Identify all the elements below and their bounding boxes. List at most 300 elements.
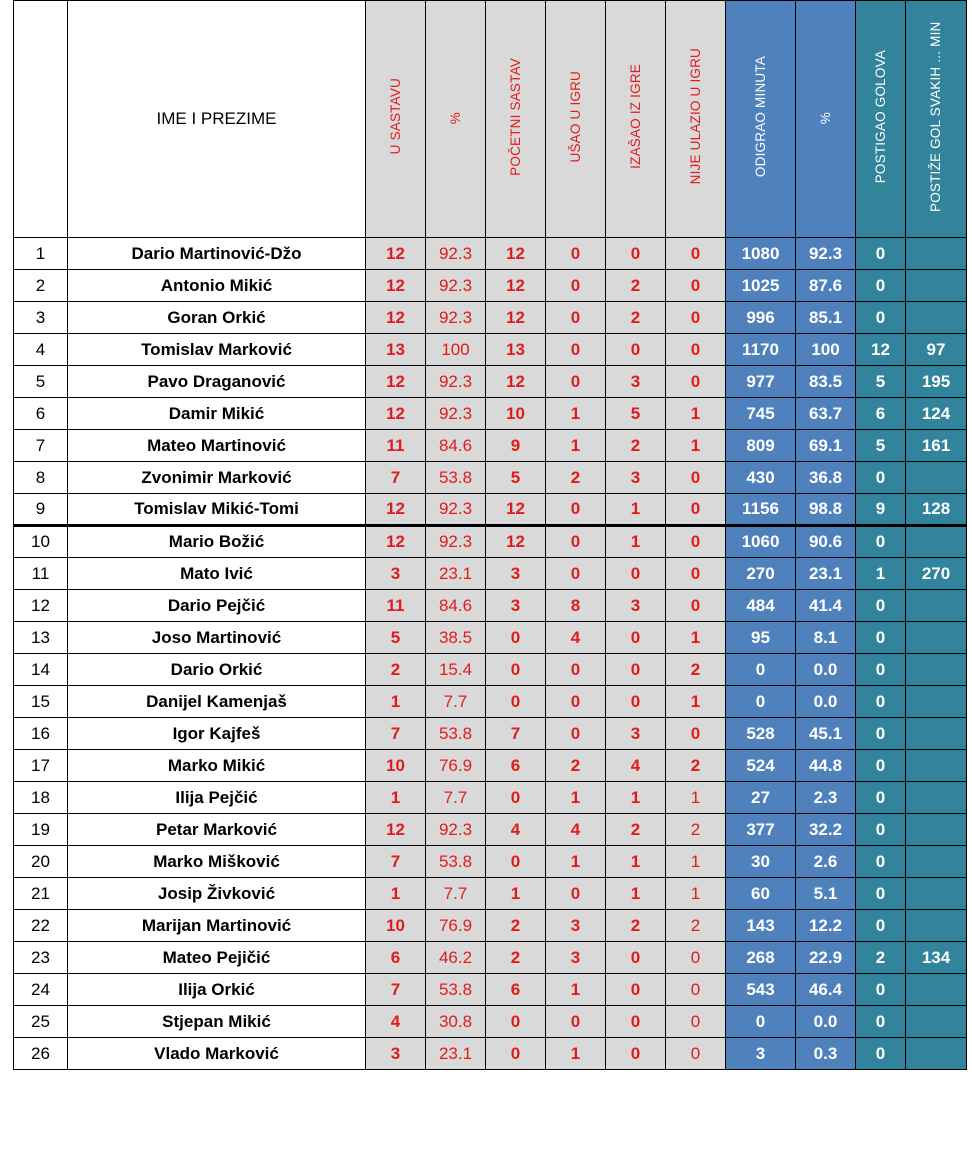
svakih-min-value: 161 [906,430,967,462]
u-sastavu-value: 1 [366,686,426,718]
row-number: 13 [14,622,68,654]
golova-value: 0 [856,686,906,718]
row-number: 11 [14,558,68,590]
pocetni-sastav-value: 12 [486,494,546,526]
nije-ulazio-value: 0 [666,526,726,558]
nije-ulazio-value: 1 [666,622,726,654]
minuta-percent-value: 87.6 [796,270,856,302]
table-row [14,814,967,846]
row-number: 25 [14,1006,68,1038]
sastav-percent-value: 53.8 [426,718,486,750]
player-name: Mario Božić [68,526,366,558]
row-number: 7 [14,430,68,462]
u-sastavu-value: 12 [366,494,426,526]
usao-value: 0 [546,302,606,334]
nije-ulazio-value: 1 [666,398,726,430]
nije-ulazio-value: 0 [666,238,726,270]
svakih-min-value [906,526,967,558]
golova-value: 0 [856,814,906,846]
nije-ulazio-value: 0 [666,1006,726,1038]
player-name: Josip Živković [68,878,366,910]
table-row [14,878,967,910]
izasao-value: 1 [606,846,666,878]
minuta-percent-value: 5.1 [796,878,856,910]
izasao-value: 2 [606,302,666,334]
u-sastavu-value: 5 [366,622,426,654]
izasao-value: 1 [606,494,666,526]
table-row [14,750,967,782]
izasao-value: 3 [606,366,666,398]
izasao-value: 1 [606,526,666,558]
table-row [14,526,967,558]
usao-value: 1 [546,846,606,878]
row-number: 2 [14,270,68,302]
usao-value: 1 [546,1038,606,1070]
row-number: 1 [14,238,68,270]
u-sastavu-value: 12 [366,814,426,846]
svakih-min-value [906,302,967,334]
minuta-percent-value: 44.8 [796,750,856,782]
sastav-percent-value: 92.3 [426,302,486,334]
table-row [14,974,967,1006]
svakih-min-value [906,1038,967,1070]
usao-value: 0 [546,366,606,398]
nije-ulazio-value: 1 [666,430,726,462]
pocetni-sastav-value: 10 [486,398,546,430]
golova-value: 0 [856,622,906,654]
minuta-value: 977 [726,366,796,398]
u-sastavu-value: 11 [366,590,426,622]
player-name: Zvonimir Marković [68,462,366,494]
golova-value: 5 [856,366,906,398]
row-number: 3 [14,302,68,334]
svakih-min-value [906,654,967,686]
table-row [14,1038,967,1070]
golova-value: 0 [856,654,906,686]
table-row [14,238,967,270]
header-izasao-iz-igre: IZAŠAO IZ IGRE [606,1,666,238]
row-number: 16 [14,718,68,750]
svakih-min-value: 270 [906,558,967,590]
sastav-percent-value: 46.2 [426,942,486,974]
minuta-value: 270 [726,558,796,590]
minuta-percent-value: 100 [796,334,856,366]
usao-value: 0 [546,526,606,558]
header-minuta-percent: % [796,1,856,238]
minuta-value: 543 [726,974,796,1006]
sastav-percent-value: 84.6 [426,590,486,622]
u-sastavu-value: 7 [366,846,426,878]
sastav-percent-value: 15.4 [426,654,486,686]
table-row [14,910,967,942]
player-stats-table [13,0,967,1070]
svakih-min-value [906,782,967,814]
u-sastavu-value: 12 [366,526,426,558]
table-row [14,686,967,718]
golova-value: 0 [856,782,906,814]
u-sastavu-value: 7 [366,974,426,1006]
izasao-value: 2 [606,270,666,302]
header-number [14,1,68,238]
minuta-value: 0 [726,1006,796,1038]
u-sastavu-value: 3 [366,1038,426,1070]
minuta-percent-value: 85.1 [796,302,856,334]
usao-value: 0 [546,878,606,910]
sastav-percent-value: 53.8 [426,462,486,494]
minuta-value: 1080 [726,238,796,270]
svakih-min-value [906,686,967,718]
pocetni-sastav-value: 12 [486,302,546,334]
minuta-percent-value: 92.3 [796,238,856,270]
minuta-percent-value: 2.3 [796,782,856,814]
usao-value: 3 [546,910,606,942]
table-row [14,302,967,334]
u-sastavu-value: 12 [366,302,426,334]
minuta-percent-value: 32.2 [796,814,856,846]
usao-value: 1 [546,398,606,430]
row-number: 8 [14,462,68,494]
sastav-percent-value: 76.9 [426,750,486,782]
row-number: 10 [14,526,68,558]
nije-ulazio-value: 0 [666,942,726,974]
row-number: 22 [14,910,68,942]
header-usao-u-igru: UŠAO U IGRU [546,1,606,238]
svakih-min-value [906,590,967,622]
minuta-value: 1156 [726,494,796,526]
player-name: Pavo Draganović [68,366,366,398]
usao-value: 0 [546,1006,606,1038]
table-row [14,334,967,366]
header-name: IME I PREZIME [68,1,366,238]
nije-ulazio-value: 0 [666,1038,726,1070]
player-name: Igor Kajfeš [68,718,366,750]
sastav-percent-value: 23.1 [426,1038,486,1070]
izasao-value: 2 [606,814,666,846]
izasao-value: 5 [606,398,666,430]
player-name: Mateo Pejičić [68,942,366,974]
svakih-min-value: 124 [906,398,967,430]
usao-value: 0 [546,270,606,302]
row-number: 19 [14,814,68,846]
sastav-percent-value: 53.8 [426,846,486,878]
sastav-percent-value: 7.7 [426,878,486,910]
minuta-value: 0 [726,686,796,718]
nije-ulazio-value: 0 [666,270,726,302]
izasao-value: 4 [606,750,666,782]
header-u-sastavu: U SASTAVU [366,1,426,238]
izasao-value: 0 [606,238,666,270]
izasao-value: 2 [606,910,666,942]
minuta-percent-value: 98.8 [796,494,856,526]
u-sastavu-value: 10 [366,910,426,942]
u-sastavu-value: 7 [366,462,426,494]
usao-value: 1 [546,430,606,462]
header-row [14,1,967,238]
nije-ulazio-value: 0 [666,718,726,750]
minuta-value: 996 [726,302,796,334]
player-name: Petar Marković [68,814,366,846]
minuta-value: 268 [726,942,796,974]
minuta-percent-value: 0.0 [796,1006,856,1038]
golova-value: 0 [856,846,906,878]
izasao-value: 0 [606,654,666,686]
sastav-percent-value: 84.6 [426,430,486,462]
minuta-percent-value: 0.0 [796,654,856,686]
row-number: 12 [14,590,68,622]
u-sastavu-value: 3 [366,558,426,590]
row-number: 17 [14,750,68,782]
minuta-percent-value: 0.0 [796,686,856,718]
golova-value: 12 [856,334,906,366]
minuta-value: 524 [726,750,796,782]
pocetni-sastav-value: 0 [486,686,546,718]
golova-value: 0 [856,526,906,558]
pocetni-sastav-value: 2 [486,942,546,974]
svakih-min-value [906,878,967,910]
usao-value: 0 [546,334,606,366]
sastav-percent-value: 30.8 [426,1006,486,1038]
pocetni-sastav-value: 12 [486,270,546,302]
izasao-value: 3 [606,718,666,750]
pocetni-sastav-value: 1 [486,878,546,910]
nije-ulazio-value: 0 [666,462,726,494]
row-number: 24 [14,974,68,1006]
minuta-value: 3 [726,1038,796,1070]
row-number: 6 [14,398,68,430]
u-sastavu-value: 12 [366,270,426,302]
golova-value: 0 [856,974,906,1006]
row-number: 18 [14,782,68,814]
table-row [14,366,967,398]
pocetni-sastav-value: 13 [486,334,546,366]
usao-value: 2 [546,462,606,494]
pocetni-sastav-value: 9 [486,430,546,462]
table-row [14,398,967,430]
usao-value: 0 [546,686,606,718]
minuta-percent-value: 83.5 [796,366,856,398]
minuta-percent-value: 45.1 [796,718,856,750]
nije-ulazio-value: 2 [666,910,726,942]
row-number: 15 [14,686,68,718]
minuta-value: 143 [726,910,796,942]
table-row [14,942,967,974]
minuta-value: 528 [726,718,796,750]
nije-ulazio-value: 1 [666,782,726,814]
pocetni-sastav-value: 0 [486,622,546,654]
u-sastavu-value: 7 [366,718,426,750]
table-row [14,622,967,654]
izasao-value: 0 [606,1038,666,1070]
row-number: 23 [14,942,68,974]
usao-value: 8 [546,590,606,622]
svakih-min-value [906,974,967,1006]
izasao-value: 0 [606,622,666,654]
minuta-percent-value: 90.6 [796,526,856,558]
u-sastavu-value: 10 [366,750,426,782]
u-sastavu-value: 13 [366,334,426,366]
izasao-value: 0 [606,1006,666,1038]
pocetni-sastav-value: 12 [486,526,546,558]
golova-value: 0 [856,910,906,942]
nije-ulazio-value: 2 [666,750,726,782]
player-name: Joso Martinović [68,622,366,654]
usao-value: 0 [546,494,606,526]
sastav-percent-value: 92.3 [426,238,486,270]
pocetni-sastav-value: 5 [486,462,546,494]
table-row [14,590,967,622]
golova-value: 0 [856,270,906,302]
sastav-percent-value: 53.8 [426,974,486,1006]
golova-value: 2 [856,942,906,974]
nije-ulazio-value: 1 [666,686,726,718]
minuta-value: 95 [726,622,796,654]
minuta-percent-value: 0.3 [796,1038,856,1070]
u-sastavu-value: 1 [366,878,426,910]
usao-value: 0 [546,654,606,686]
golova-value: 0 [856,1006,906,1038]
usao-value: 3 [546,942,606,974]
nije-ulazio-value: 2 [666,814,726,846]
table-row [14,270,967,302]
u-sastavu-value: 2 [366,654,426,686]
minuta-percent-value: 2.6 [796,846,856,878]
svakih-min-value: 134 [906,942,967,974]
golova-value: 1 [856,558,906,590]
pocetni-sastav-value: 4 [486,814,546,846]
minuta-value: 809 [726,430,796,462]
sastav-percent-value: 92.3 [426,366,486,398]
player-name: Ilija Orkić [68,974,366,1006]
player-name: Mateo Martinović [68,430,366,462]
row-number: 20 [14,846,68,878]
sastav-percent-value: 100 [426,334,486,366]
table-row [14,494,967,526]
player-name: Tomislav Mikić-Tomi [68,494,366,526]
player-name: Antonio Mikić [68,270,366,302]
pocetni-sastav-value: 0 [486,846,546,878]
golova-value: 6 [856,398,906,430]
svakih-min-value [906,750,967,782]
pocetni-sastav-value: 6 [486,750,546,782]
nije-ulazio-value: 0 [666,974,726,1006]
pocetni-sastav-value: 3 [486,558,546,590]
player-name: Tomislav Marković [68,334,366,366]
minuta-percent-value: 12.2 [796,910,856,942]
sastav-percent-value: 92.3 [426,270,486,302]
player-name: Dario Pejčić [68,590,366,622]
minuta-percent-value: 63.7 [796,398,856,430]
minuta-value: 745 [726,398,796,430]
header-sastav-percent: % [426,1,486,238]
header-nije-ulazio: NIJE ULAZIO U IGRU [666,1,726,238]
golova-value: 0 [856,590,906,622]
player-name: Mato Ivić [68,558,366,590]
sastav-percent-value: 38.5 [426,622,486,654]
sastav-percent-value: 76.9 [426,910,486,942]
pocetni-sastav-value: 12 [486,366,546,398]
row-number: 9 [14,494,68,526]
table-row [14,718,967,750]
usao-value: 1 [546,782,606,814]
u-sastavu-value: 12 [366,398,426,430]
golova-value: 0 [856,238,906,270]
minuta-percent-value: 23.1 [796,558,856,590]
pocetni-sastav-value: 0 [486,782,546,814]
golova-value: 0 [856,462,906,494]
svakih-min-value [906,238,967,270]
minuta-percent-value: 41.4 [796,590,856,622]
sastav-percent-value: 7.7 [426,782,486,814]
minuta-percent-value: 22.9 [796,942,856,974]
minuta-value: 1025 [726,270,796,302]
sastav-percent-value: 23.1 [426,558,486,590]
table-row [14,846,967,878]
izasao-value: 0 [606,686,666,718]
minuta-value: 27 [726,782,796,814]
u-sastavu-value: 12 [366,366,426,398]
minuta-value: 30 [726,846,796,878]
golova-value: 0 [856,302,906,334]
player-name: Damir Mikić [68,398,366,430]
izasao-value: 3 [606,462,666,494]
usao-value: 1 [546,974,606,1006]
svakih-min-value [906,462,967,494]
row-number: 14 [14,654,68,686]
golova-value: 0 [856,1038,906,1070]
izasao-value: 0 [606,334,666,366]
u-sastavu-value: 11 [366,430,426,462]
pocetni-sastav-value: 2 [486,910,546,942]
svakih-min-value: 97 [906,334,967,366]
golova-value: 0 [856,718,906,750]
sastav-percent-value: 7.7 [426,686,486,718]
u-sastavu-value: 4 [366,1006,426,1038]
izasao-value: 0 [606,558,666,590]
usao-value: 4 [546,814,606,846]
izasao-value: 3 [606,590,666,622]
table-row [14,782,967,814]
nije-ulazio-value: 0 [666,334,726,366]
player-name: Marko Mišković [68,846,366,878]
table-row [14,654,967,686]
golova-value: 0 [856,750,906,782]
usao-value: 0 [546,238,606,270]
golova-value: 9 [856,494,906,526]
player-name: Marijan Martinović [68,910,366,942]
pocetni-sastav-value: 3 [486,590,546,622]
golova-value: 5 [856,430,906,462]
izasao-value: 0 [606,974,666,1006]
svakih-min-value [906,718,967,750]
header-odigrao-minuta: ODIGRAO MINUTA [726,1,796,238]
player-name: Marko Mikić [68,750,366,782]
svakih-min-value [906,814,967,846]
minuta-percent-value: 46.4 [796,974,856,1006]
minuta-percent-value: 36.8 [796,462,856,494]
pocetni-sastav-value: 7 [486,718,546,750]
sastav-percent-value: 92.3 [426,814,486,846]
table-row [14,558,967,590]
nije-ulazio-value: 0 [666,302,726,334]
usao-value: 2 [546,750,606,782]
nije-ulazio-value: 1 [666,846,726,878]
row-number: 26 [14,1038,68,1070]
usao-value: 0 [546,558,606,590]
player-name: Vlado Marković [68,1038,366,1070]
nije-ulazio-value: 0 [666,494,726,526]
minuta-value: 1060 [726,526,796,558]
table-row [14,430,967,462]
